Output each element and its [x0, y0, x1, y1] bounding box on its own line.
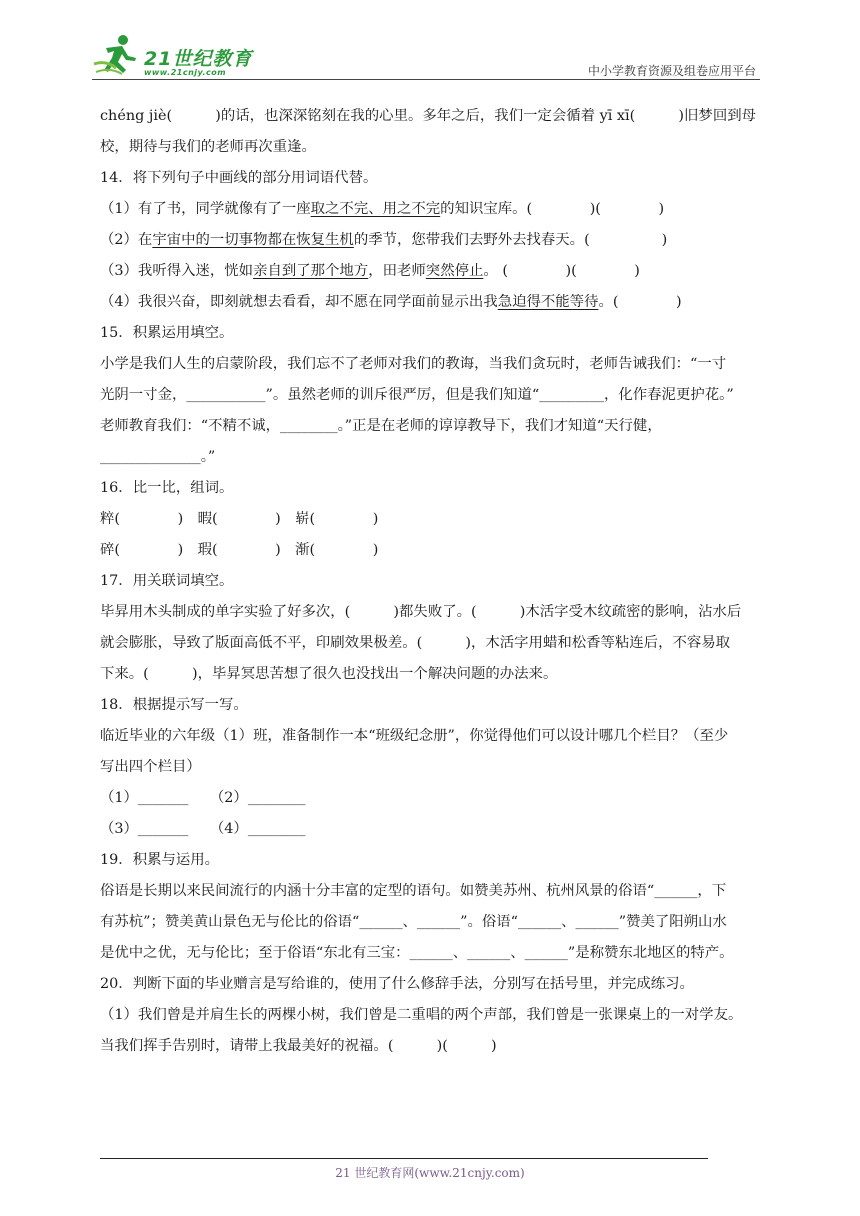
text-line: 当我们挥手告别时，请带上我最美好的祝福。( )( ): [100, 1038, 497, 1054]
text-line: 小学是我们人生的启蒙阶段，我们忘不了老师对我们的教诲，当我们贪玩时，老师告诫我们：“一寸: [100, 356, 727, 372]
text-line: 碎( ) 瑕( ) 渐( ): [100, 542, 379, 558]
sentence-text: （2）在: [100, 232, 153, 248]
sentence-text: （4）我很兴奋，即刻就想去看看，却不愿在同学面前显示出我: [100, 294, 498, 310]
question-14-sentence-3: [100, 256, 764, 287]
logo-text: 21世纪教育: [144, 48, 253, 70]
footer-divider: [100, 1158, 708, 1159]
text-line: 俗语是长期以来民间流行的内涵十分丰富的定型的语句。如赞美苏州、杭州风景的俗语“______，下: [100, 883, 727, 899]
text-line: 毕昇用木头制成的单字实验了好多次，( )都失败了。( )木活字受木纹疏密的影响，沾水后: [100, 604, 742, 620]
question-20-title: 20．判断下面的毕业赠言是写给谁的，使用了什么修辞手法，分别写在括号里，并完成练习。: [100, 976, 694, 992]
underlined-phrase: 亲自到了那个地方: [253, 263, 369, 279]
underlined-phrase: 突然停止: [425, 263, 484, 279]
text-line: ______________。”: [100, 449, 216, 465]
question-14-sentence-2: [100, 225, 764, 256]
question-17-title: 17．用关联词填空。: [100, 573, 234, 589]
sentence-text: 。 ( )( ): [483, 263, 640, 279]
page-header: [92, 30, 762, 80]
runner-logo-icon: [92, 34, 144, 76]
text-line: 有苏杭”；赞美黄山景色无与伦比的俗语“______、______”。俗语“______、______”赞美了阳朔山水: [100, 914, 727, 930]
logo-url: www.21cnjy.com: [144, 68, 227, 77]
text-line: 就会膨胀，导致了版面高低不平，印刷效果极差。( )，木活字用蜡和松香等粘连后，不容易取: [100, 635, 731, 651]
text-line: （1）我们曾是并肩生长的两棵小树，我们曾是二重唱的两个声部，我们曾是一张课桌上的一对学友。: [100, 1007, 743, 1023]
question-14-sentence-1: [100, 194, 764, 225]
text-line: 校，期待与我们的老师再次重逢。: [100, 139, 316, 155]
question-18-title: 18．根据提示写一写。: [100, 697, 248, 713]
underlined-phrase: 宇宙中的一切事物都在恢复生机: [152, 232, 354, 248]
question-15-title: 15．积累运用填空。: [100, 325, 234, 341]
question-14-title: 14．将下列句子中画线的部分用词语代替。: [100, 170, 378, 186]
sentence-text: 。( ): [598, 294, 682, 310]
text-line: （1）_______ （2）________: [100, 790, 306, 806]
text-line: 写出四个栏目）: [100, 759, 201, 775]
logo: [92, 34, 262, 77]
text-line: 是优中之优，无与伦比；至于俗语“东北有三宝：______、______、______”是称赞东北地区的特产。: [100, 945, 734, 961]
sentence-text: 的知识宝库。( )( ): [440, 201, 665, 217]
question-14-sentence-4: [100, 287, 764, 318]
underlined-phrase: 急迫得不能等待: [497, 294, 599, 310]
text-line: 下来。( )，毕昇冥思苦想了很久也没找出一个解决问题的办法来。: [100, 666, 558, 682]
underlined-phrase: 取之不完、用之不完: [310, 201, 441, 217]
question-16-title: 16．比一比，组词。: [100, 480, 234, 496]
sentence-text: （3）我听得入迷，恍如: [100, 263, 254, 279]
sentence-text: ，田老师: [368, 263, 426, 279]
text-line: 光阴一寸金，___________”。虽然老师的训斥很严厉，但是我们知道“_________，化作春泥更护花。”: [100, 387, 734, 403]
question-19-title: 19．积累与运用。: [100, 852, 220, 868]
footer-text: 21 世纪教育网(www.21cnjy.com): [335, 1166, 525, 1180]
text-line: （3）_______ （4）________: [100, 821, 306, 837]
sentence-text: 的季节，您带我们去野外去找春天。( ): [353, 232, 668, 248]
header-divider: [92, 79, 760, 80]
text-line: chéng jiè( )的话，也深深铭刻在我的心里。多年之后，我们一定会循着 yī xī( )旧梦回到母: [100, 108, 756, 124]
text-line: 粹( ) 暇( ) 崭( ): [100, 511, 379, 527]
document-body: [100, 101, 764, 1062]
header-platform-title: 中小学教育资源及组卷应用平台: [587, 64, 756, 78]
sentence-text: （1）有了书，同学就像有了一座: [100, 201, 311, 217]
text-line: 临近毕业的六年级（1）班，准备制作一本“班级纪念册”，你觉得他们可以设计哪几个栏目？（至少: [100, 728, 729, 744]
text-line: 老师教育我们：“不精不诚，________。”正是在老师的谆谆教导下，我们才知道“天行健，: [100, 418, 662, 434]
